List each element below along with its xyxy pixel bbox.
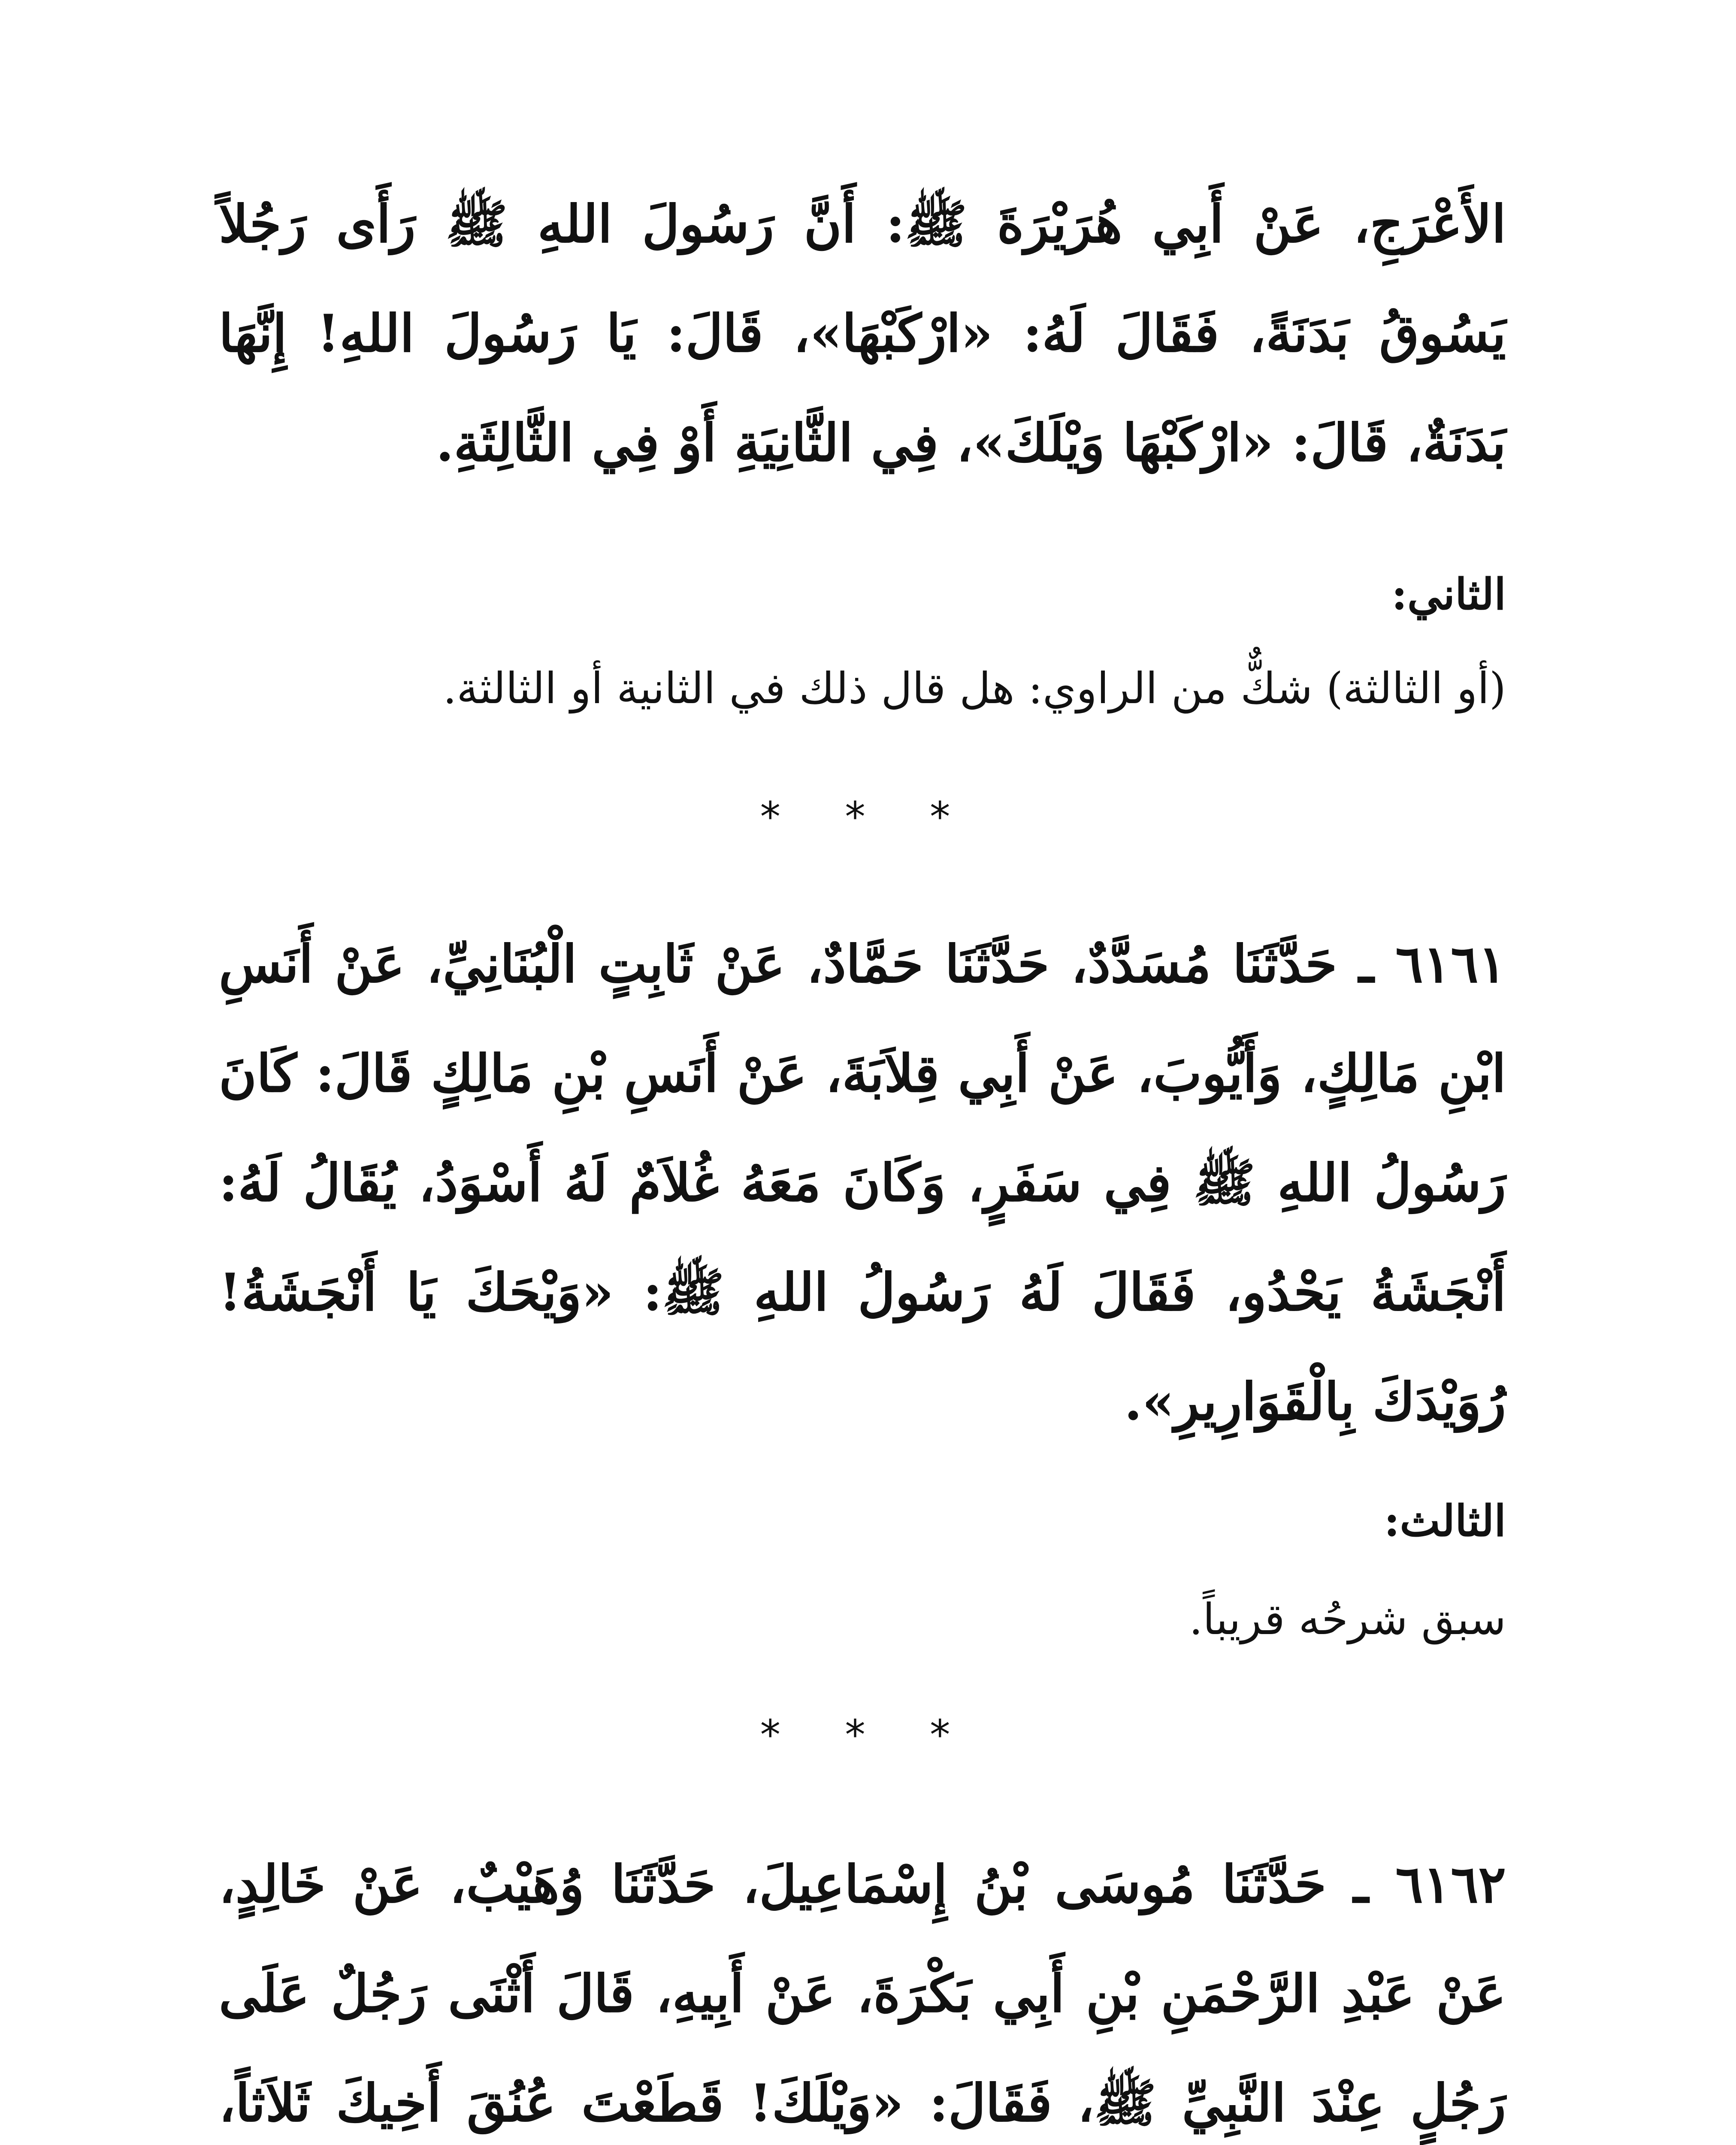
section-separator: * * * [760, 1712, 976, 1759]
commentary-second-text: (أو الثالثة) شكٌّ من الراوي: هل قال ذلك في الثانية أو الثالثة. [443, 663, 1506, 713]
section-separator: * * * [760, 794, 976, 841]
section-heading-third: الثالث: [1384, 1495, 1506, 1546]
hadith-6161-block [219, 909, 1506, 1456]
hadith-6161-text: ٦١٦١ ـ حَدَّثَنَا مُسَدَّدٌ، حَدَّثَنَا حَمَّادٌ، عَنْ ثَابِتٍ الْبُنَانِيِّ، عَنْ أَنَسِ ابْنِ مَالِكٍ، وَأَيُّوبَ، عَنْ أَبِي قِلاَبَةَ، عَنْ أَنَسِ بْنِ مَالِكٍ قَالَ: كَانَ رَسُولُ اللهِ ﷺ فِي سَفَرٍ، وَكَانَ مَعَهُ غُلاَمٌ لَهُ أَسْوَدُ، يُقَالُ لَهُ: أَنْجَشَةُ يَحْدُو، فَقَالَ لَهُ رَسُولُ اللهِ ﷺ: «وَيْحَكَ يَا أَنْجَشَةُ! رُوَيْدَكَ بِالْقَوَارِيرِ». [219, 934, 1506, 1432]
hadith-6162-block [219, 1830, 1506, 2145]
hadith-6162-text: ٦١٦٢ ـ حَدَّثَنَا مُوسَى بْنُ إِسْمَاعِيلَ، حَدَّثَنَا وُهَيْبٌ، عَنْ خَالِدٍ، عَنْ عَبْدِ الرَّحْمَنِ بْنِ أَبِي بَكْرَةَ، عَنْ أَبِيهِ، قَالَ أَثْنَى رَجُلٌ عَلَى رَجُلٍ عِنْدَ النَّبِيِّ ﷺ، فَقَالَ: «وَيْلَكَ! قَطَعْتَ عُنُقَ أَخِيكَ ثَلاَثاً، [219, 1854, 1506, 2133]
commentary-third-text: سبق شرحُه قريباً. [1189, 1594, 1506, 1644]
hadith-continuation-text: الأَعْرَجِ، عَنْ أَبِي هُرَيْرَةَ ﷺ: أَنَّ رَسُولَ اللهِ ﷺ رَأَى رَجُلاً يَسُوقُ بَدَنَةً، فَقَالَ لَهُ: «ارْكَبْهَا»، قَالَ: يَا رَسُولَ اللهِ! إِنَّهَا بَدَنَةٌ، قَالَ: «ارْكَبْهَا وَيْلَكَ»، فِي الثَّانِيَةِ أَوْ فِي الثَّالِثَةِ. [219, 194, 1506, 473]
commentary-second-block [219, 553, 1506, 729]
section-heading-second: الثاني: [1391, 569, 1506, 619]
hadith-continuation-block [219, 169, 1506, 498]
commentary-third-block [219, 1480, 1506, 1660]
